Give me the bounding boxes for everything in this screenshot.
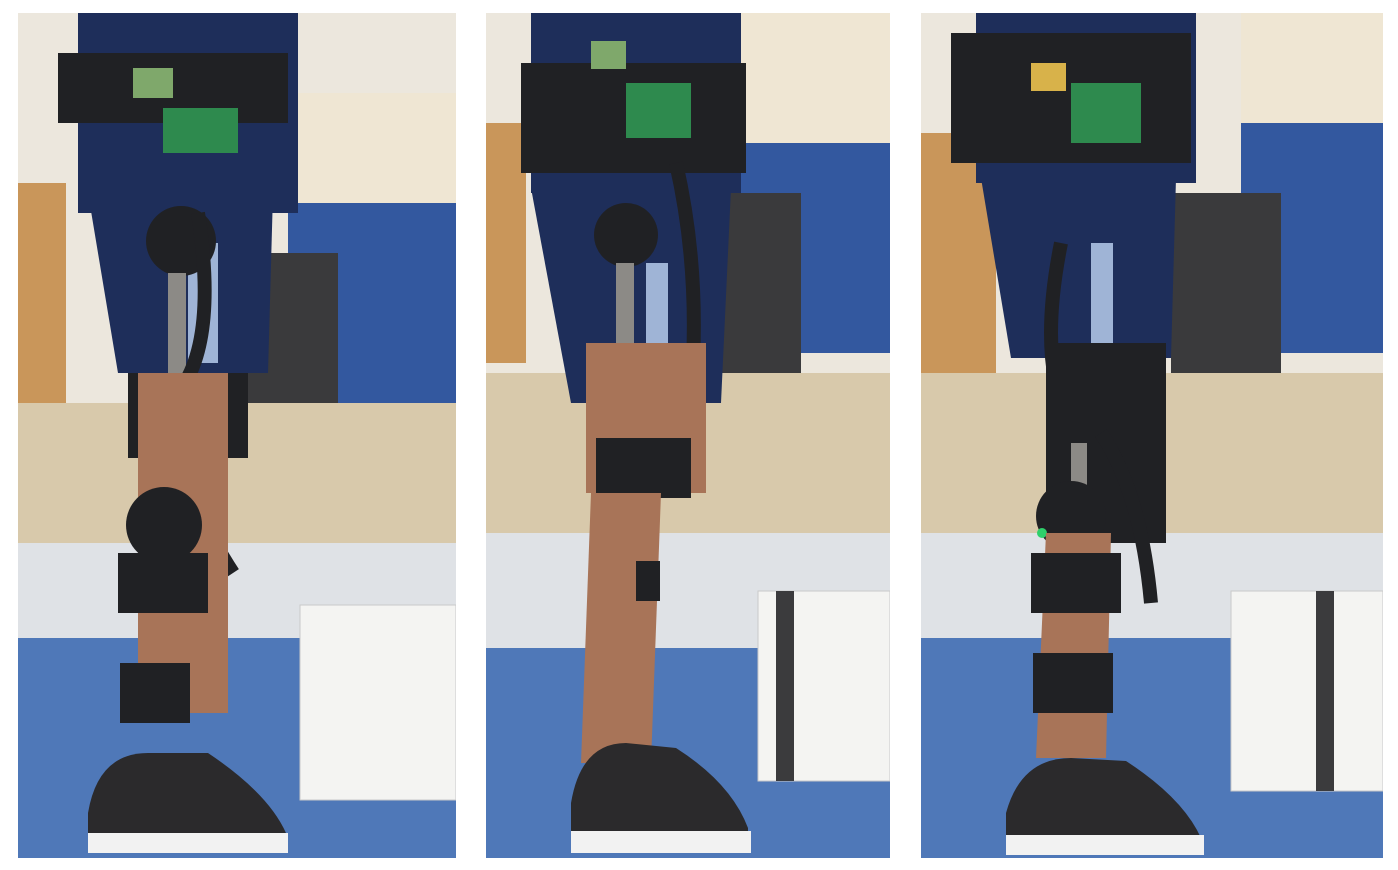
control-board <box>1071 83 1141 143</box>
status-led <box>1037 528 1047 538</box>
shank-cuff <box>118 553 208 613</box>
photo-panel-knee-brace-exo <box>921 13 1383 858</box>
curtain-top <box>1241 13 1383 123</box>
photo-panel-hip-knee-exo <box>18 13 456 858</box>
shorts-stripe <box>646 263 668 343</box>
sensor-board <box>591 41 626 69</box>
shorts-stripe <box>1091 243 1113 353</box>
panel-2-scene <box>486 13 890 858</box>
panel-3-scene <box>921 13 1383 858</box>
shank-cuff <box>1031 553 1121 613</box>
panel-1-scene <box>18 13 456 858</box>
curtain-top <box>736 13 890 143</box>
wooden-door <box>18 183 66 403</box>
photo-panel-hip-exo <box>486 13 890 858</box>
knee-actuator <box>126 487 202 563</box>
wooden-door <box>486 123 526 363</box>
ankle-cuff <box>1033 653 1113 713</box>
ankle-cuff <box>120 663 190 723</box>
shoe-sole <box>571 831 751 853</box>
storage-bin <box>300 605 456 800</box>
curtain-top <box>288 93 456 203</box>
battery-connector <box>1031 63 1066 91</box>
control-board <box>626 83 691 138</box>
emg-sensor <box>636 561 660 601</box>
control-board <box>163 108 238 153</box>
bin-tape <box>776 591 794 781</box>
shoe-sole <box>88 833 288 853</box>
shorts <box>981 178 1176 358</box>
bin-tape <box>1316 591 1334 791</box>
sensor-board <box>133 68 173 98</box>
shoe-sole <box>1006 835 1204 855</box>
hip-actuator <box>594 203 658 267</box>
leg <box>581 493 661 763</box>
thigh-cuff <box>596 438 691 498</box>
storage-bin <box>1231 591 1383 791</box>
